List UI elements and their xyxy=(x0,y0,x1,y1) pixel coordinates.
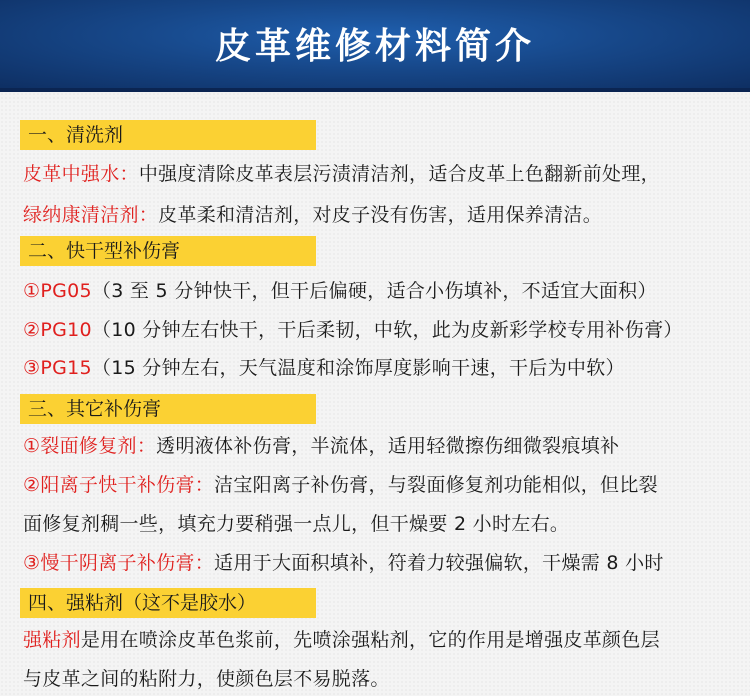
list-item xyxy=(23,550,743,576)
list-item xyxy=(23,278,743,304)
item-text: （3 至 5 分钟快干，但干后偏硬，适合小伤填补，不适宜大面积） xyxy=(91,280,657,302)
item-label: ③慢干阴离子补伤膏： xyxy=(23,552,215,574)
section-heading-strong-adhesive: 四、强粘剂（这不是胶水） xyxy=(20,588,316,618)
item-text: 皮革柔和清洁剂，对皮子没有伤害，适用保养清洁。 xyxy=(158,204,603,226)
item-text: 面修复剂稠一些，填充力要稍强一点儿，但干燥要 2 小时左右。 xyxy=(23,513,570,535)
section-heading-cleaner: 一、清洗剂 xyxy=(20,120,316,150)
section-heading-quick-dry-filler: 二、快干型补伤膏 xyxy=(20,236,316,266)
item-text: 洁宝阳离子补伤膏，与裂面修复剂功能相似，但比裂 xyxy=(214,474,658,496)
item-label: 绿纳康清洁剂： xyxy=(23,204,159,226)
list-item xyxy=(23,433,743,459)
item-label: ①PG05 xyxy=(23,280,92,302)
list-item xyxy=(23,317,743,343)
list-item xyxy=(23,627,743,653)
section-heading-other-filler: 三、其它补伤膏 xyxy=(20,394,316,424)
item-text: （15 分钟左右，天气温度和涂饰厚度影响干速，干后为中软） xyxy=(91,357,625,379)
item-label: ①裂面修复剂： xyxy=(23,435,157,457)
item-label: 皮革中强水： xyxy=(23,163,139,185)
list-item xyxy=(23,511,743,537)
item-label: 强粘剂 xyxy=(23,629,81,651)
page-title: 皮革维修材料简介 xyxy=(214,26,535,67)
item-label: ②PG10 xyxy=(23,319,92,341)
list-item xyxy=(23,666,743,692)
item-text: 中强度清除皮革表层污渍清洁剂，适合皮革上色翻新前处理， xyxy=(138,163,660,185)
item-text: 与皮革之间的粘附力，使颜色层不易脱落。 xyxy=(23,668,390,690)
item-label: ③PG15 xyxy=(23,357,92,379)
item-text: 是用在喷涂皮革色浆前，先喷涂强粘剂，它的作用是增强皮革颜色层 xyxy=(80,629,660,651)
page-header xyxy=(0,0,750,92)
list-item xyxy=(23,472,743,498)
list-item xyxy=(23,202,743,228)
item-text: （10 分钟左右快干，干后柔韧，中软，此为皮新彩学校专用补伤膏） xyxy=(91,319,683,341)
item-text: 透明液体补伤膏，半流体，适用轻微擦伤细微裂痕填补 xyxy=(156,435,620,457)
list-item xyxy=(23,161,743,187)
list-item xyxy=(23,355,743,381)
item-text: 适用于大面积填补，符着力较强偏软，干燥需 8 小时 xyxy=(214,552,664,574)
item-label: ②阳离子快干补伤膏： xyxy=(23,474,215,496)
